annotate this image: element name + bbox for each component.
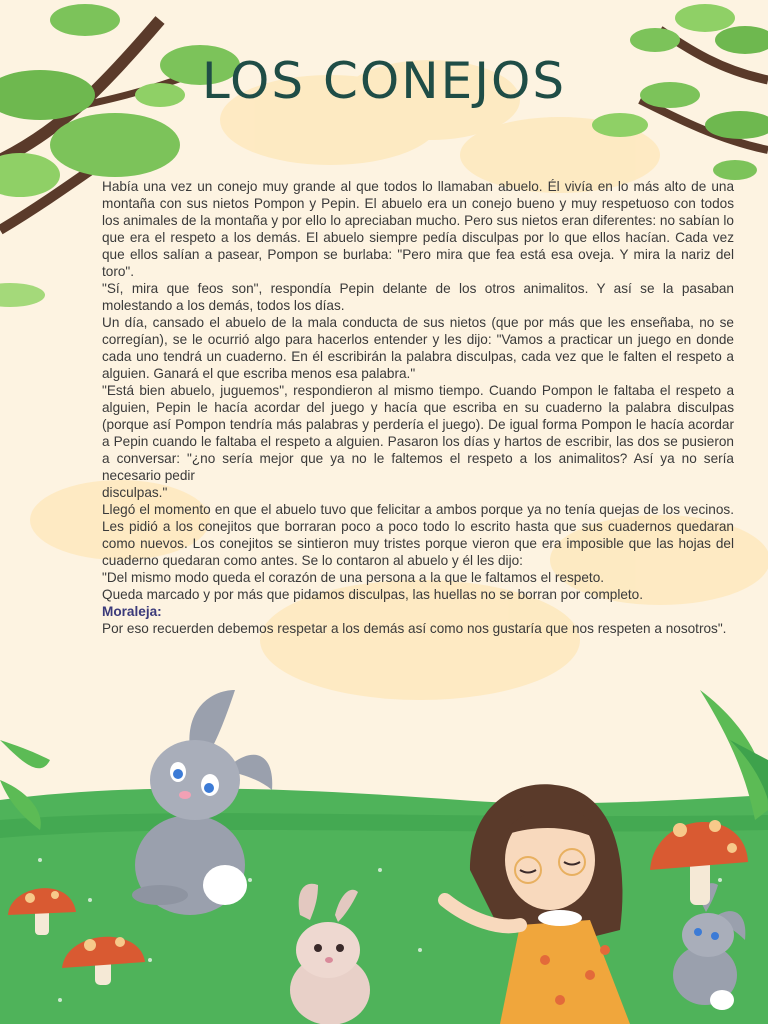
story-paragraph: Había una vez un conejo muy grande al que todos lo llamaban abuelo. Él vivía en lo más alto de una montaña con sus nietos Pompon y Pepin. El abuelo era un conejo bueno y muy respetuoso con todos los animales de la montaña y por ello lo apreciaban mucho. Pero sus nietos eran diferentes: no sabían lo que era el respeto a los demás. El abuelo siempre pedía disculpas por lo que ellos hacían. Cada vez que ellos salían a pasear, Pompon se burlaba: "Pero mira que fea está esa oveja. Y mira la nariz del toro". <box>102 179 734 279</box>
story-paragraph: Un día, cansado el abuelo de la mala conducta de sus nietos (que por más que les enseñaba, no se corregían), se le ocurrió algo para hacerlos entender y les dijo: "Vamos a practicar un juego en donde cada uno tendrá un cuaderno. En él escribirán la palabra disculpas, cada vez que le falten el respeto a alguien. Ganará el que escriba menos esa palabra." <box>102 315 734 381</box>
story-paragraph: "Del mismo modo queda el corazón de una persona a la que le faltamos el respeto. <box>102 570 605 585</box>
story-paragraph: Llegó el momento en que el abuelo tuvo que felicitar a ambos porque ya no tenía quejas de los vecinos. Les pidió a los conejitos que borraran poco a poco todo lo escrito hasta que sus cuadernos quedaran como nuevos. Los conejitos se sintieron muy tristes porque vieron que era imposible que las hojas del cuaderno quedaran como antes. Se lo contaron al abuelo y él les dijo: <box>102 502 734 568</box>
story-paragraph: Queda marcado y por más que pidamos disculpas, las huellas no se borran por completo. <box>102 587 644 602</box>
moral-text: Por eso recuerden debemos respetar a los demás así como nos gustaría que nos respeten a nosotros". <box>102 621 727 636</box>
moral-label: Moraleja: <box>102 604 162 619</box>
story-paragraph: disculpas." <box>102 485 168 500</box>
story-paragraph: "Está bien abuelo, juguemos", respondieron al mismo tiempo. Cuando Pompon le faltaba el respeto a alguien, Pepin le hacía acordar del juego y hacía que escriba en su cuaderno la palabra disculpas (porque así Pompon tendría más palabras y perdería el juego). De igual forma Pompon le hacía acordar a Pepin cuando le faltaba el respeto a alguien. Pasaron los días y hartos de escribir, las dos se pusieron a conversar: "¿no sería mejor que ya no le faltemos el respeto a los animalitos? Así ya no sería necesario pedir <box>102 383 734 483</box>
story-text <box>102 178 734 637</box>
page-title: LOS CONEJOS <box>201 52 567 110</box>
story-paragraph: "Sí, mira que feos son", respondía Pepin delante de los otros animalitos. Y así se la pasaban molestando a los demás, todos los días. <box>102 281 734 313</box>
